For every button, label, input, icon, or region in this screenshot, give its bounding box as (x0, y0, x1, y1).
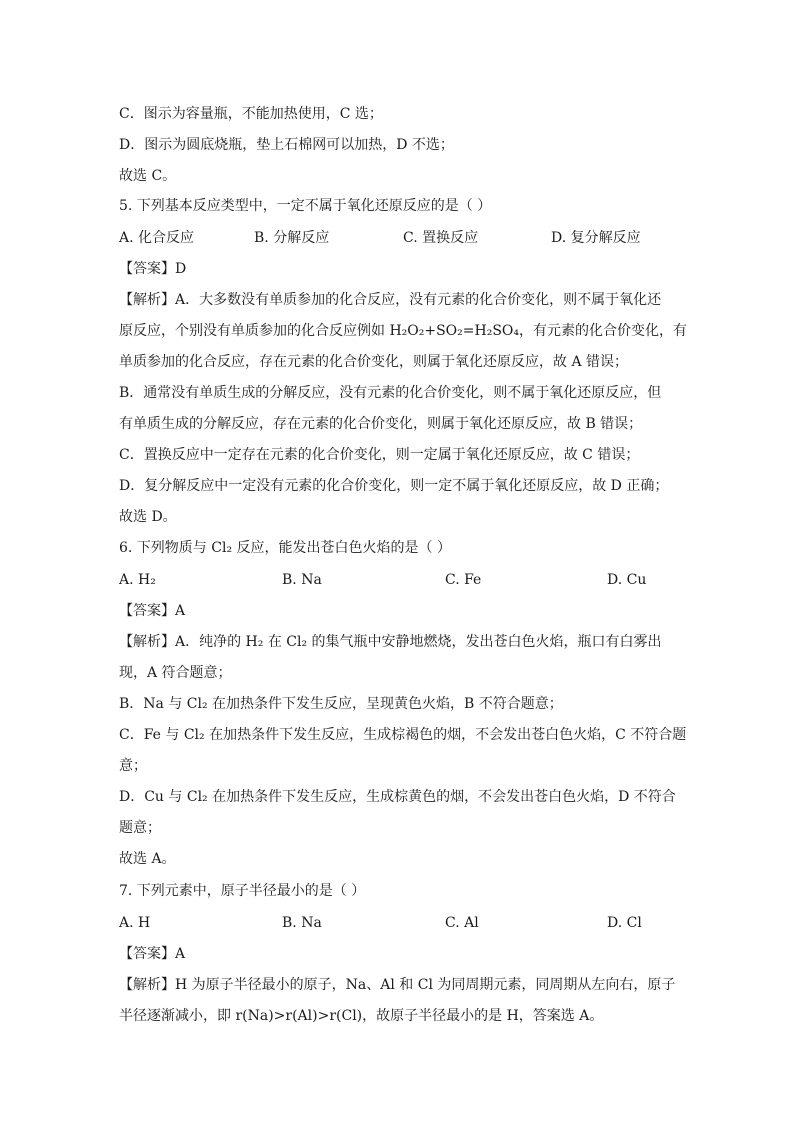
q7-option-b: B. Na (282, 915, 322, 931)
explanation-line: 题意； (119, 820, 161, 836)
text-line: 故选 C。 (119, 168, 177, 184)
explanation-line: 故选 D。 (119, 509, 177, 525)
explanation-line: D．复分解反应中一定没有元素的化合价变化，则一定不属于氧化还原反应，故 D 正确； (119, 478, 669, 494)
explanation-line: 原反应，个别没有单质参加的化合反应例如 H₂O₂+SO₂=H₂SO₄，有元素的化合价变化，有 (119, 323, 688, 339)
explanation-line: C．Fe 与 Cl₂ 在加热条件下发生反应，生成棕褐色的烟，不会发出苍白色火焰，C 不符合题 (119, 727, 687, 743)
explanation-line: 故选 A。 (119, 851, 176, 867)
explanation-line: 【解析】A．纯净的 H₂ 在 Cl₂ 的集气瓶中安静地燃烧，发出苍白色火焰，瓶口有白雾出 (119, 634, 662, 650)
text-line: C．图示为容量瓶，不能加热使用，C 选； (119, 106, 383, 122)
answer-7: 【答案】A (119, 946, 186, 962)
explanation-line: C．置换反应中一定存在元素的化合价变化，则一定属于氧化还原反应，故 C 错误； (119, 447, 640, 463)
q6-option-c: C. Fe (445, 572, 482, 588)
explanation-line: D．Cu 与 Cl₂ 在加热条件下发生反应，生成棕黄色的烟，不会发出苍白色火焰，D 不符合 (119, 789, 676, 805)
explanation-line: 现，A 符合题意； (119, 665, 232, 681)
explanation-line: 【解析】A．大多数没有单质参加的化合反应，没有元素的化合价变化，则不属于氧化还 (119, 292, 662, 308)
question-5: 5. 下列基本反应类型中，一定不属于氧化还原反应的是（ ） (119, 198, 492, 214)
explanation-line: B．通常没有单质生成的分解反应，没有元素的化合价变化，则不属于氧化还原反应，但 (119, 385, 662, 401)
q5-option-d: D. 复分解反应 (551, 230, 641, 246)
q5-option-c: C. 置换反应 (403, 230, 479, 246)
explanation-line: 半径逐渐减小，即 r(Na)>r(Al)>r(Cl)，故原子半径最小的是 H，答案选 A。 (119, 1008, 604, 1024)
explanation-line: 【解析】H 为原子半径最小的原子，Na、Al 和 Cl 为同周期元素，同周期从左向右，原子 (119, 977, 676, 993)
q6-option-b: B. Na (282, 572, 322, 588)
answer-5: 【答案】D (119, 261, 187, 277)
explanation-line: B．Na 与 Cl₂ 在加热条件下发生反应，呈现黄色火焰，B 不符合题意； (119, 696, 563, 712)
q7-option-a: A. H (119, 915, 151, 931)
question-6: 6. 下列物质与 Cl₂ 反应，能发出苍白色火焰的是（ ） (119, 540, 451, 556)
explanation-line: 意； (119, 758, 147, 774)
question-7: 7. 下列元素中，原子半径最小的是（ ） (119, 883, 366, 899)
q7-option-c: C. Al (445, 915, 479, 931)
q6-option-a: A. H₂ (119, 572, 156, 588)
explanation-line: 有单质生成的分解反应，存在元素的化合价变化，则属于氧化还原反应，故 B 错误； (119, 416, 643, 432)
q5-option-a: A. 化合反应 (119, 230, 195, 246)
q7-option-d: D. Cl (607, 915, 642, 931)
q5-option-b: B. 分解反应 (254, 230, 330, 246)
text-line: D．图示为圆底烧瓶，垫上石棉网可以加热，D 不选； (119, 137, 454, 153)
answer-6: 【答案】A (119, 603, 186, 619)
explanation-line: 单质参加的化合反应，存在元素的化合价变化，则属于氧化还原反应，故 A 错误； (119, 354, 629, 370)
q6-option-d: D. Cu (607, 572, 647, 588)
